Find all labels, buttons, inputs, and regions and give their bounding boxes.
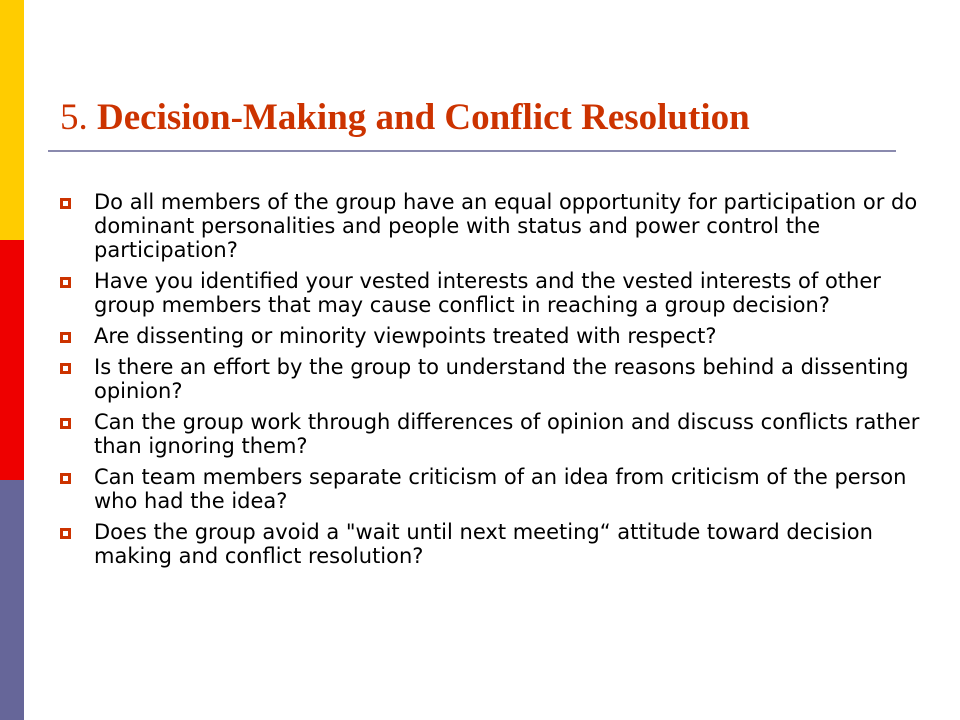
slide-title-number: 5. <box>60 97 97 138</box>
bullet-item <box>60 324 920 348</box>
bullet-text: Can team members separate criticism of an idea from criticism of the person who had the idea? <box>94 465 907 513</box>
slide-title-text: Decision-Making and Conflict Resolution <box>97 97 750 138</box>
bullet-item <box>60 465 920 513</box>
square-bullet-icon <box>60 332 71 343</box>
bullet-item <box>60 269 920 317</box>
bullet-item <box>60 355 920 403</box>
side-bar-red <box>0 240 24 480</box>
bullet-text: Are dissenting or minority viewpoints treated with respect? <box>94 324 717 348</box>
square-bullet-icon <box>60 528 71 539</box>
bullet-item <box>60 190 920 262</box>
square-bullet-icon <box>60 473 71 484</box>
bullet-text: Have you identified your vested interests and the vested interests of other group members that may cause conflict in reaching a group decision? <box>94 269 881 317</box>
square-bullet-icon <box>60 198 71 209</box>
title-divider <box>48 150 896 152</box>
bullet-text: Do all members of the group have an equal opportunity for participation or do dominant personalities and people with status and power control the participation? <box>94 190 918 262</box>
side-bar-slate <box>0 480 24 720</box>
side-bar-yellow <box>0 0 24 240</box>
bullet-item <box>60 410 920 458</box>
bullet-text: Does the group avoid a "wait until next meeting“ attitude toward decision making and conflict resolution? <box>94 520 873 568</box>
bullet-list <box>60 190 920 575</box>
square-bullet-icon <box>60 363 71 374</box>
bullet-text: Can the group work through differences of opinion and discuss conflicts rather than ignoring them? <box>94 410 920 458</box>
slide-title <box>60 96 750 140</box>
bullet-text: Is there an effort by the group to understand the reasons behind a dissenting opinion? <box>94 355 909 403</box>
bullet-item <box>60 520 920 568</box>
square-bullet-icon <box>60 418 71 429</box>
square-bullet-icon <box>60 277 71 288</box>
